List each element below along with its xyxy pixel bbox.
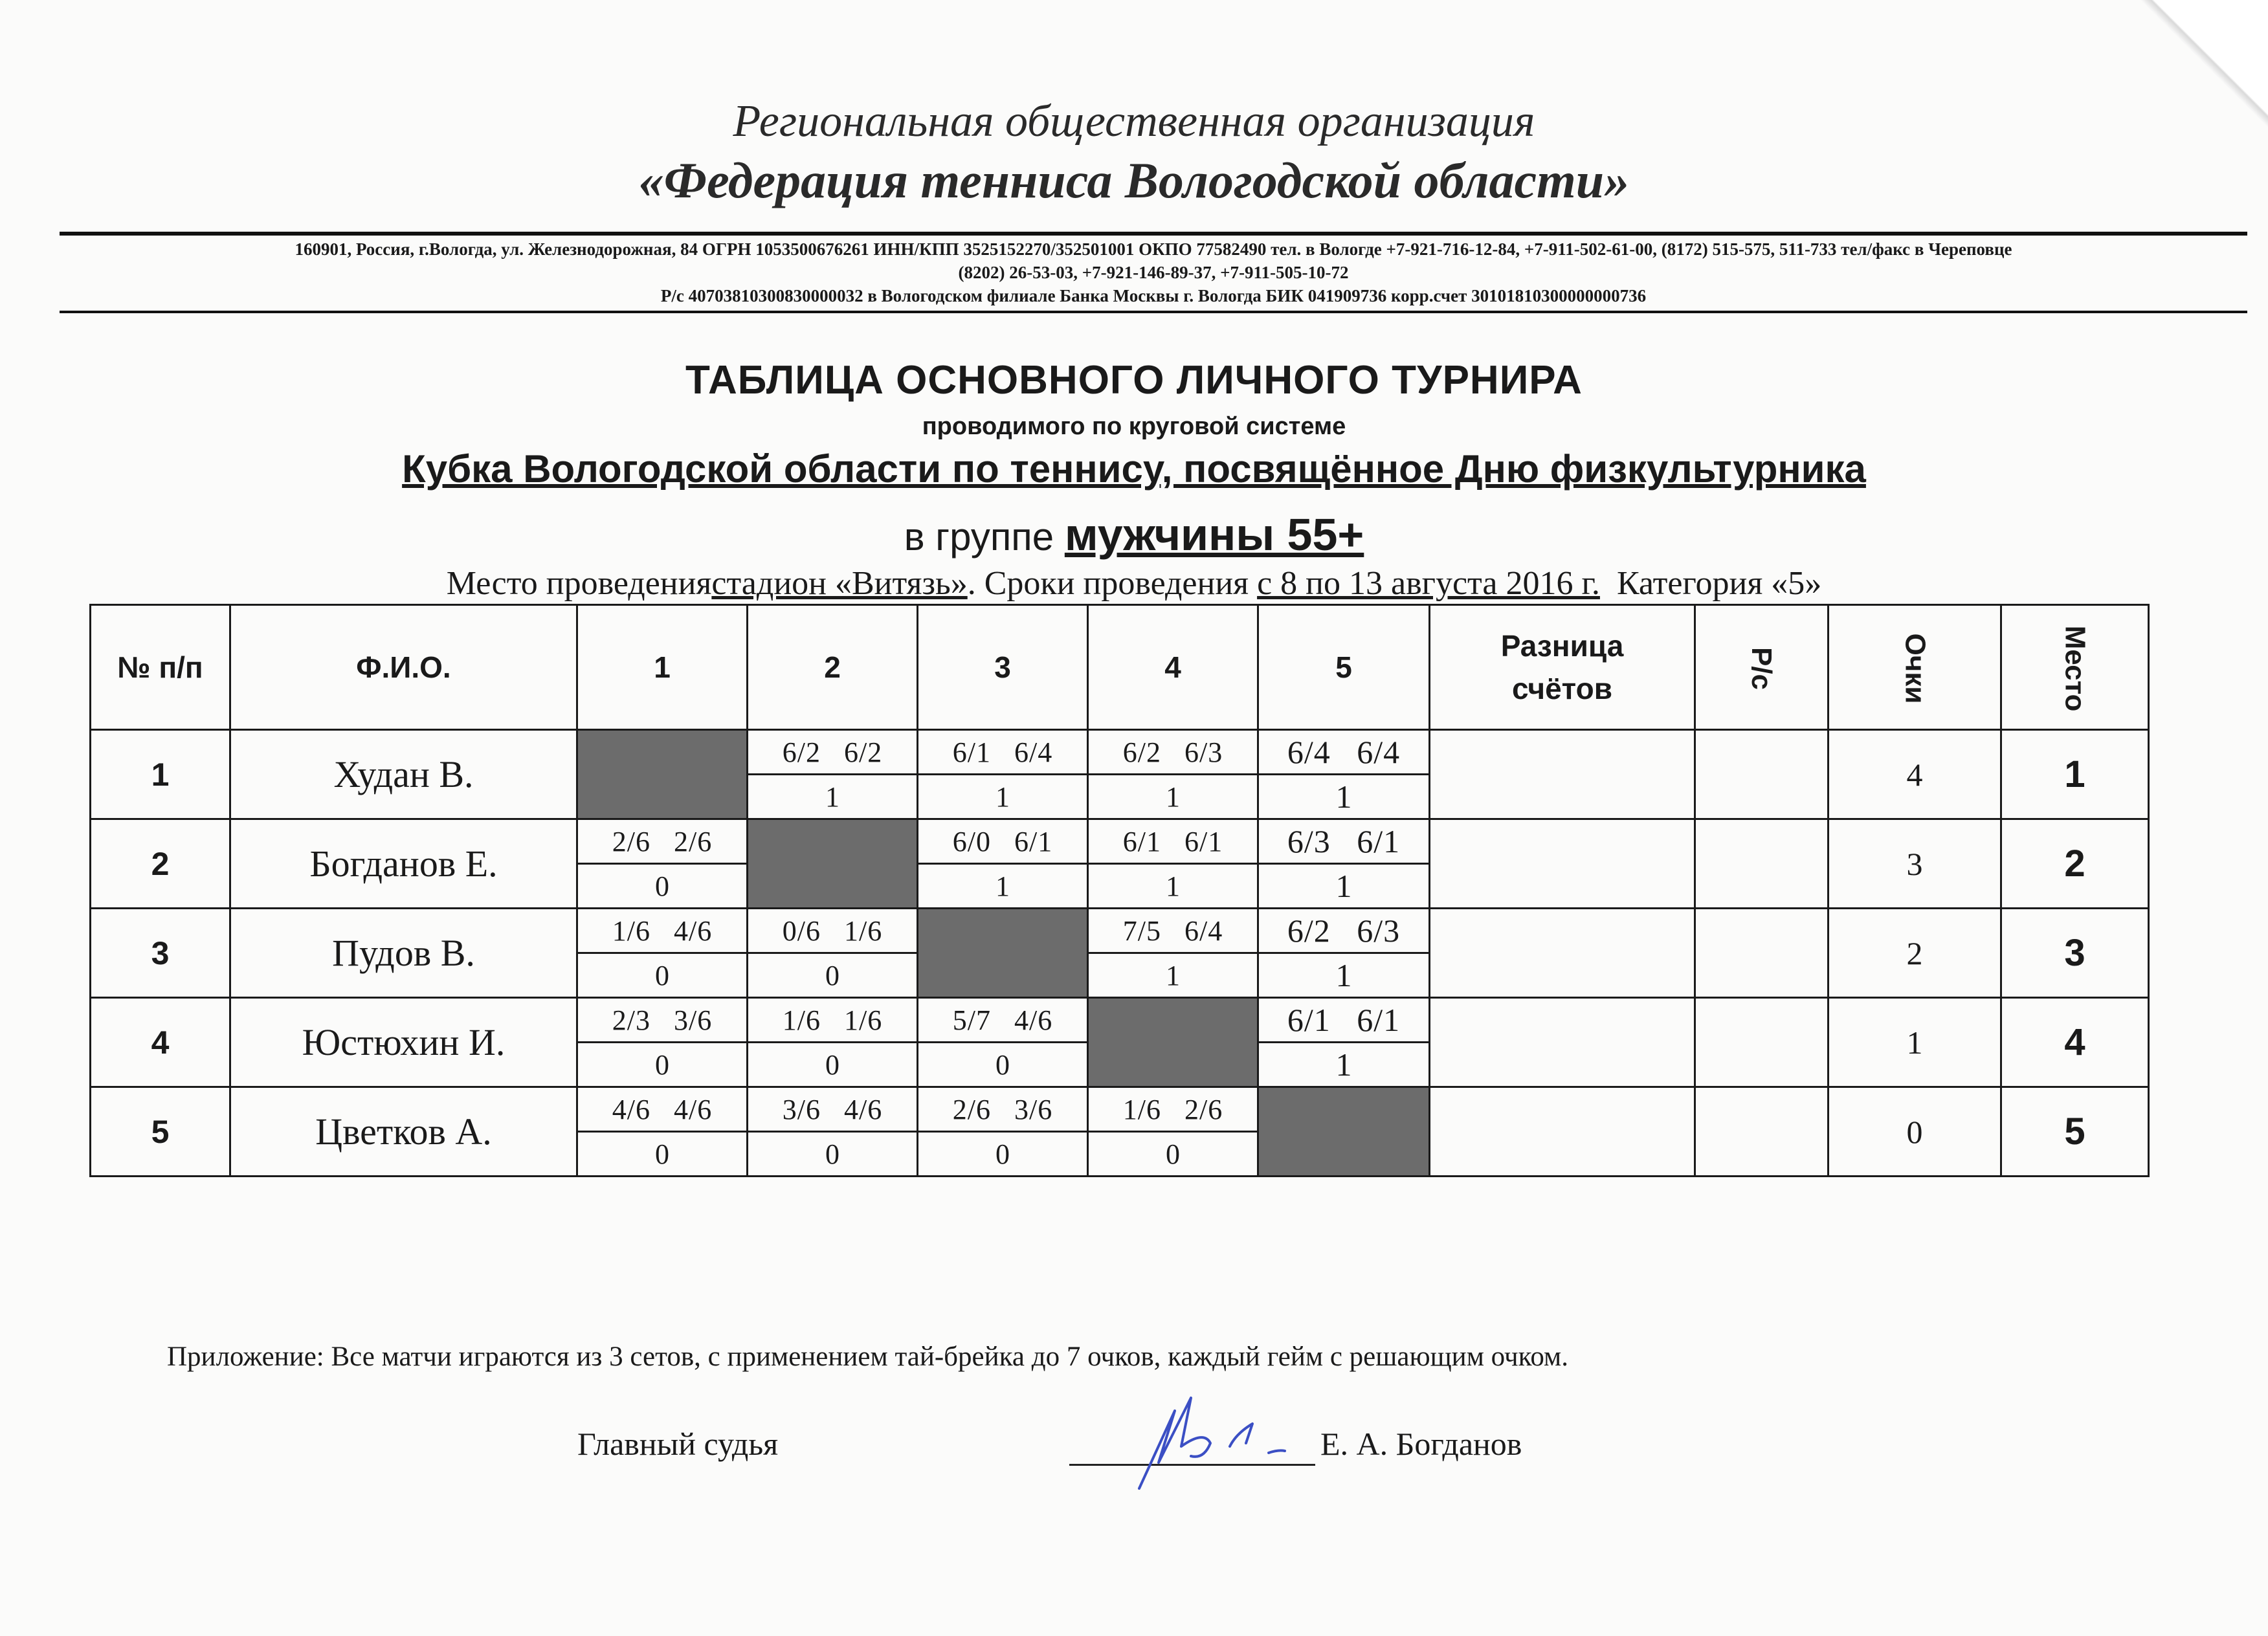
header-opponent-2: 2 [748, 605, 918, 730]
score-diff-cell [1430, 730, 1695, 819]
chief-judge-name: Е. А. Богданов [1320, 1426, 1522, 1462]
match-score: 3/6 4/6 [748, 1087, 918, 1132]
venue-place: стадион «Витязь» [711, 565, 968, 602]
rs-cell [1695, 998, 1829, 1087]
match-points: 0 [748, 1132, 918, 1177]
match-points: 1 [1258, 864, 1430, 909]
player-name: Пудов В. [230, 909, 577, 998]
player-name: Юстюхин И. [230, 998, 577, 1087]
match-points: 0 [1088, 1132, 1258, 1177]
match-score: 6/1 6/4 [918, 730, 1088, 775]
match-score: 6/1 6/1 [1258, 998, 1430, 1043]
player-row-scores [91, 909, 2149, 953]
header-score-diff [1430, 605, 1695, 730]
match-score: 6/3 6/1 [1258, 819, 1430, 864]
match-points: 0 [918, 1132, 1088, 1177]
header-opponent-4: 4 [1088, 605, 1258, 730]
org-contacts-line2: (8202) 26-53-03, +7-921-146-89-37, +7-911-505-10-72 [958, 263, 1349, 282]
match-points: 0 [748, 1043, 918, 1087]
player-row-scores [91, 998, 2149, 1043]
match-points: 1 [918, 864, 1088, 909]
header-row [91, 605, 2149, 730]
total-points: 1 [1829, 998, 2001, 1087]
org-contacts [60, 238, 2247, 261]
header-score-diff-line1: Разница [1500, 629, 1624, 663]
match-score: 1/6 2/6 [1088, 1087, 1258, 1132]
player-number: 2 [91, 819, 230, 909]
match-score: 7/5 6/4 [1088, 909, 1258, 953]
rs-cell [1695, 909, 1829, 998]
player-name: Худан В. [230, 730, 577, 819]
dates-label: . Сроки проведения [967, 565, 1249, 602]
header-opponent-3: 3 [918, 605, 1088, 730]
header-points-label: Очки [1899, 633, 1931, 704]
player-name: Цветков А. [230, 1087, 577, 1177]
group-prefix: в группе [904, 515, 1054, 558]
appendix-note: Приложение: Все матчи играются из 3 сетов, с применением тай-брейка до 7 очков, каждый гейм с решающим очком. [167, 1342, 1569, 1372]
match-score: 6/2 6/3 [1088, 730, 1258, 775]
header-rs [1695, 605, 1829, 730]
final-place: 5 [2001, 1087, 2149, 1177]
document-title: ТАБЛИЦА ОСНОВНОГО ЛИЧНОГО ТУРНИРА [685, 358, 1583, 403]
player-number: 3 [91, 909, 230, 998]
final-place: 3 [2001, 909, 2149, 998]
match-points: 1 [918, 775, 1088, 819]
match-points: 0 [577, 953, 748, 998]
match-points: 1 [748, 775, 918, 819]
header-opponent-5: 5 [1258, 605, 1430, 730]
match-score: 2/6 2/6 [577, 819, 748, 864]
match-points: 0 [577, 864, 748, 909]
match-points: 1 [1258, 953, 1430, 998]
score-diff-cell [1430, 819, 1695, 909]
org-contacts-line1: 160901, Россия, г.Вологда, ул. Железнодорожная, 84 ОГРН 1053500676261 ИНН/КПП 3525152270/352501001 ОКПО 77582490 тел. в Вологде +7-921-716-12-84, +7-911-502-61-00, (8172) 515-575, 511-733 тел/факс в Череповце [295, 239, 2012, 259]
player-number: 4 [91, 998, 230, 1087]
match-score: 6/2 6/2 [748, 730, 918, 775]
player-row-scores [91, 819, 2149, 864]
chief-judge-label: Главный судья [577, 1426, 779, 1462]
total-points: 3 [1829, 819, 2001, 909]
match-score: 2/6 3/6 [918, 1087, 1088, 1132]
total-points: 2 [1829, 909, 2001, 998]
venue-line [0, 564, 2268, 602]
venue-dates: с 8 по 13 августа 2016 г. [1257, 565, 1600, 602]
header-opponent-1: 1 [577, 605, 748, 730]
score-diff-cell [1430, 909, 1695, 998]
match-score: 6/4 6/4 [1258, 730, 1430, 775]
match-score: 6/2 6/3 [1258, 909, 1430, 953]
final-place: 2 [2001, 819, 2149, 909]
match-points: 0 [577, 1132, 748, 1177]
match-score: 0/6 1/6 [748, 909, 918, 953]
diagonal-cell [577, 730, 748, 819]
header-name: Ф.И.О. [230, 605, 577, 730]
header-place-label: Место [2059, 625, 2091, 712]
match-points: 1 [1088, 775, 1258, 819]
header-points [1829, 605, 2001, 730]
match-points: 0 [918, 1043, 1088, 1087]
match-score: 6/1 6/1 [1088, 819, 1258, 864]
header-num: № п/п [91, 605, 230, 730]
group-name: мужчины 55+ [1064, 509, 1364, 560]
rs-cell [1695, 730, 1829, 819]
group-line [0, 509, 2268, 560]
signature-mark [1113, 1385, 1320, 1495]
org-name-line1: Региональная общественная организация [733, 96, 1535, 146]
match-score: 1/6 4/6 [577, 909, 748, 953]
diagonal-cell [748, 819, 918, 909]
venue-label: Место проведения [446, 565, 712, 602]
diagonal-cell [1258, 1087, 1430, 1177]
header-rule-top [60, 232, 2247, 236]
org-bank-details: Р/с 40703810300830000032 в Вологодском филиале Банка Москвы г. Вологда БИК 041909736 корр.счет 30101810300000000736 [660, 286, 1647, 305]
score-diff-cell [1430, 1087, 1695, 1177]
header-rule-bottom [60, 311, 2247, 313]
final-place: 1 [2001, 730, 2149, 819]
match-points: 1 [1258, 1043, 1430, 1087]
header-score-diff-line2: счётов [1512, 672, 1612, 705]
match-score: 4/6 4/6 [577, 1087, 748, 1132]
document-subtitle: проводимого по круговой системе [922, 413, 1346, 440]
player-number: 1 [91, 730, 230, 819]
match-score: 2/3 3/6 [577, 998, 748, 1043]
org-contacts-2 [60, 263, 2247, 307]
tournament-name: Кубка Вологодской области по теннису, посвящённое Дню физкультурника [402, 447, 1866, 491]
rs-cell [1695, 1087, 1829, 1177]
total-points: 0 [1829, 1087, 2001, 1177]
match-points: 0 [748, 953, 918, 998]
player-row-scores [91, 1087, 2149, 1132]
diagonal-cell [918, 909, 1088, 998]
header-rs-label: Р/с [1746, 647, 1778, 691]
diagonal-cell [1088, 998, 1258, 1087]
player-number: 5 [91, 1087, 230, 1177]
match-points: 0 [577, 1043, 748, 1087]
header-place [2001, 605, 2149, 730]
match-score: 5/7 4/6 [918, 998, 1088, 1043]
results-table [89, 604, 2150, 1177]
final-place: 4 [2001, 998, 2149, 1087]
match-points: 1 [1088, 953, 1258, 998]
match-score: 1/6 1/6 [748, 998, 918, 1043]
venue-category: Категория «5» [1616, 565, 1822, 602]
score-diff-cell [1430, 998, 1695, 1087]
rs-cell [1695, 819, 1829, 909]
total-points: 4 [1829, 730, 2001, 819]
match-score: 6/0 6/1 [918, 819, 1088, 864]
org-name-line2: «Федерация тенниса Вологодской области» [638, 152, 1630, 208]
match-points: 1 [1088, 864, 1258, 909]
player-name: Богданов Е. [230, 819, 577, 909]
match-points: 1 [1258, 775, 1430, 819]
player-row-scores [91, 730, 2149, 775]
